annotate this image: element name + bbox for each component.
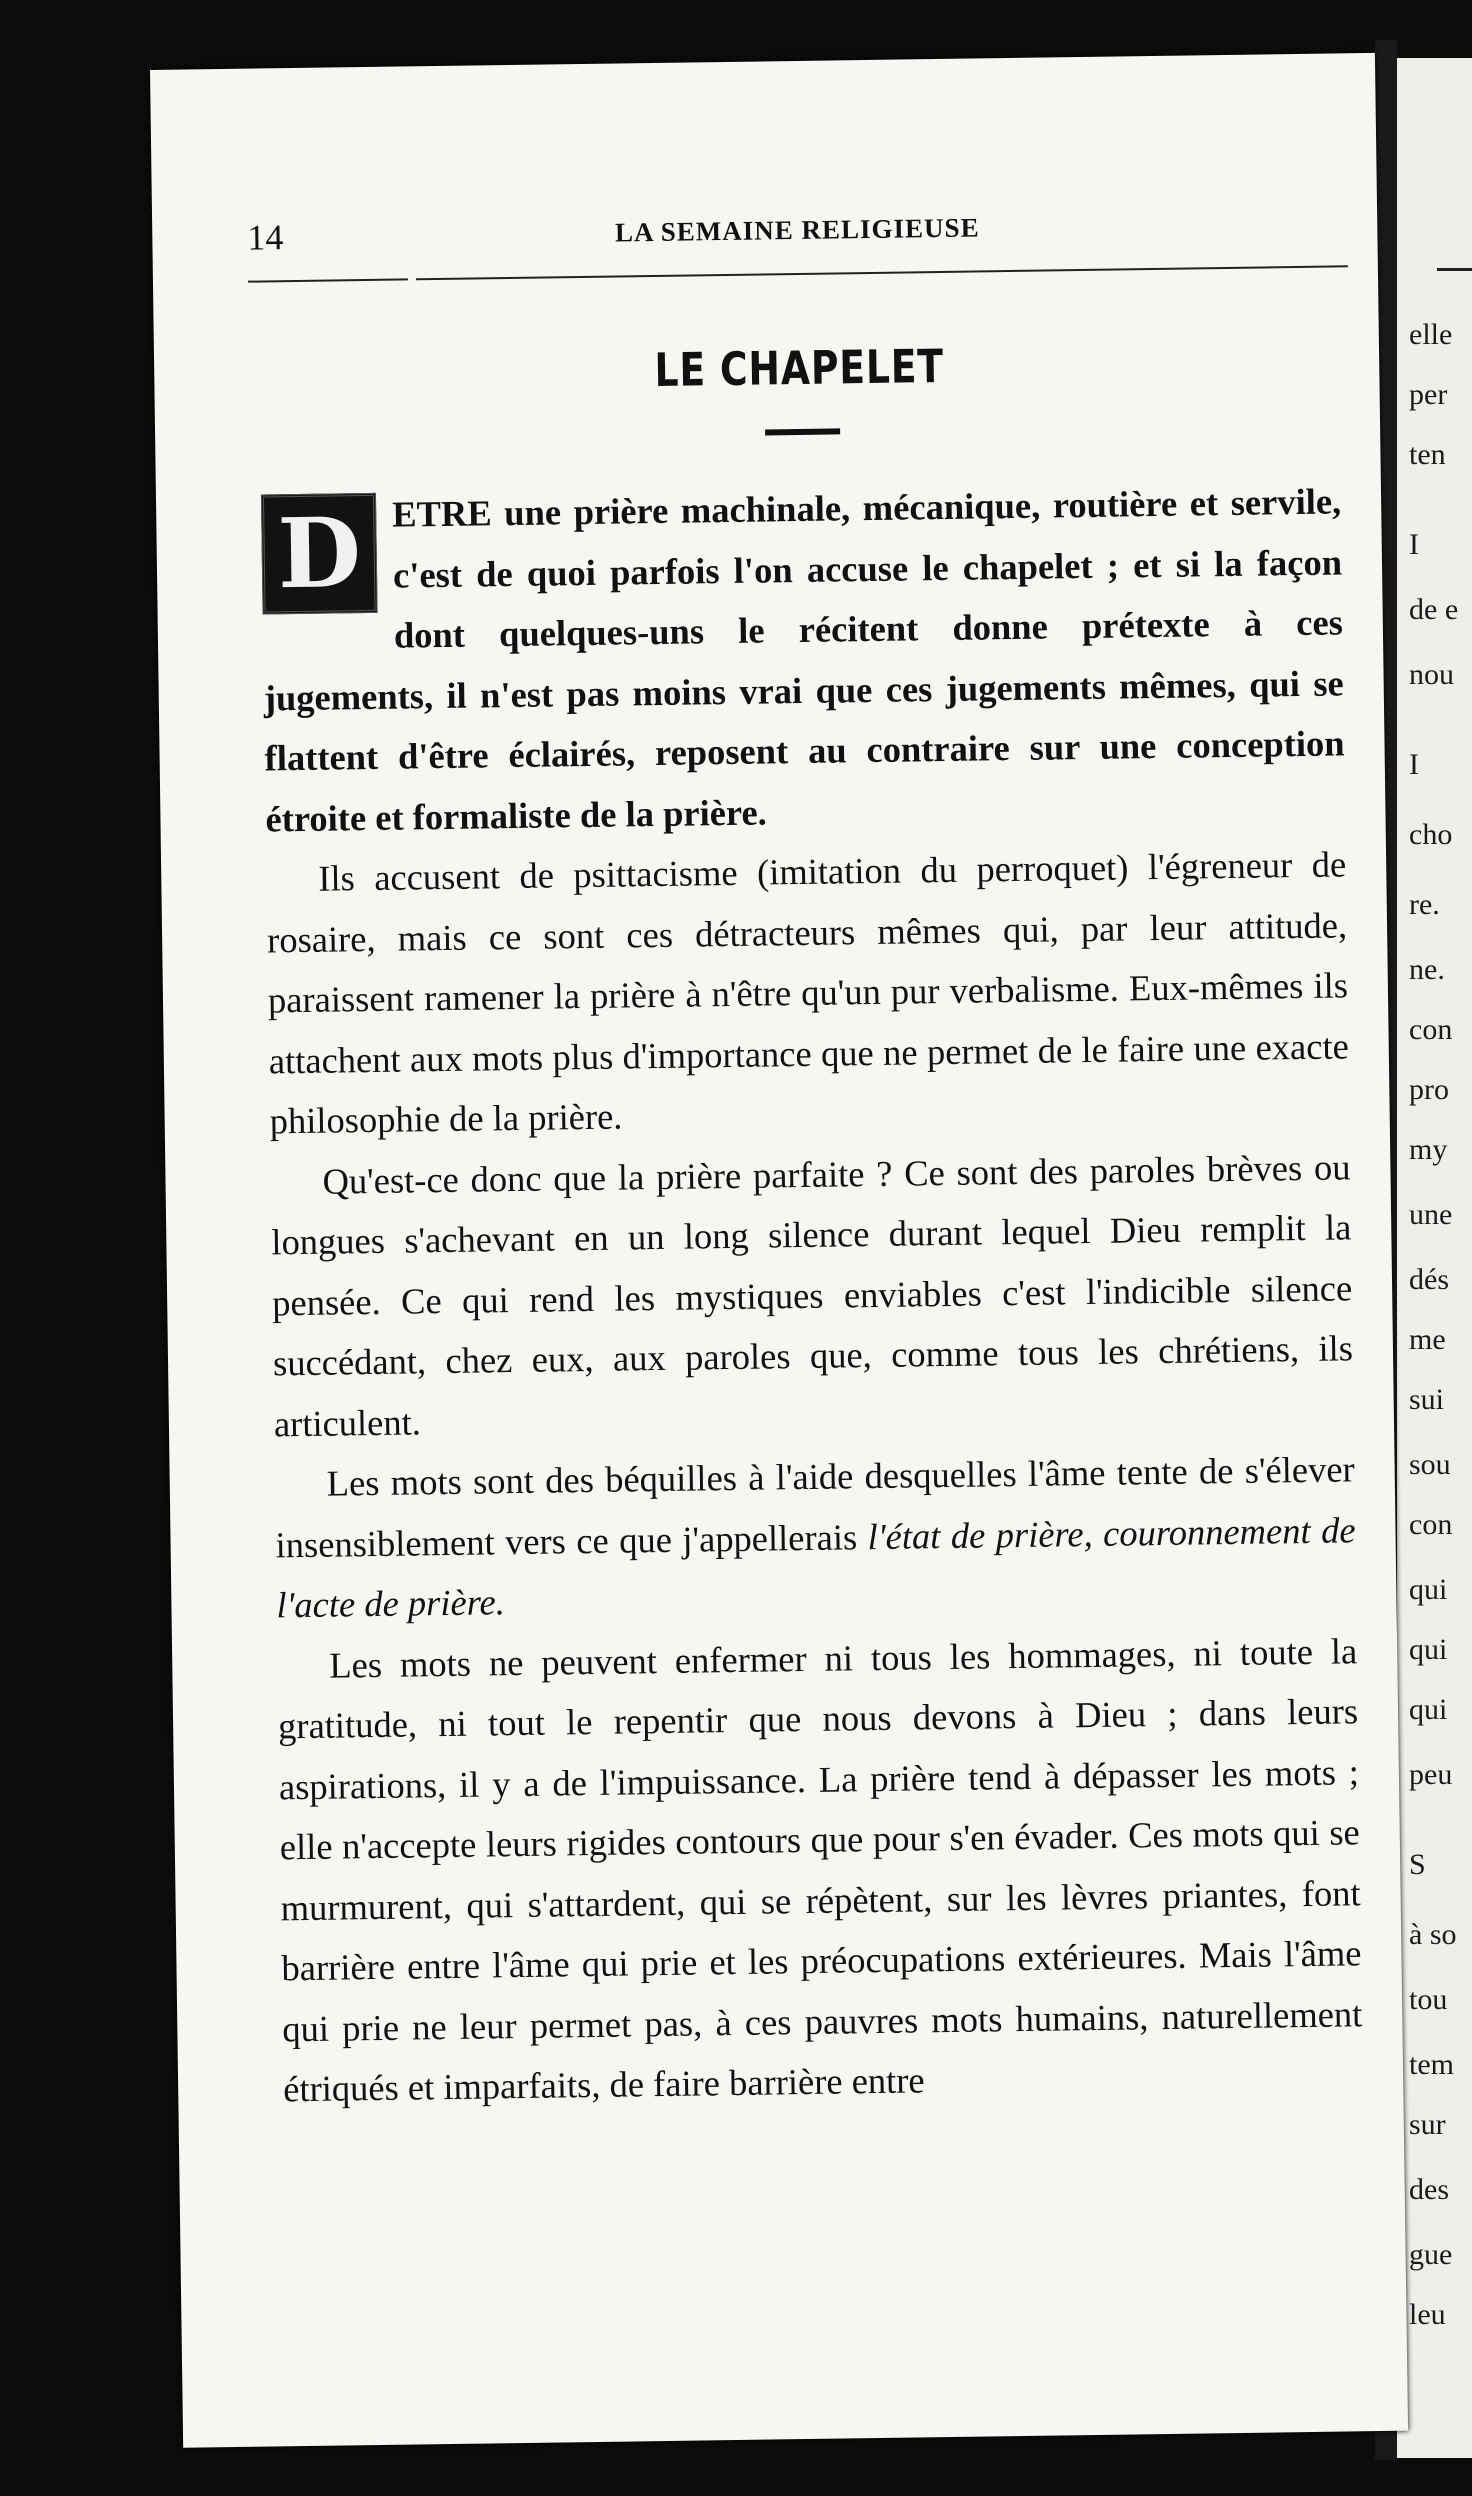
article-body [261,471,1364,2119]
paragraph-5: Les mots ne peuvent enfermer ni tous les hommages, ni toute la gratitude, ni tout le repentir que nous devons à Dieu ; dans leurs aspirations, il y a de l'impuissance. La prière tend à dépasser les mots ; elle n'accepte leurs rigides contours que pour s'en évader. Ces mots qui se murmurent, qui s'attardent, qui se répètent, sur les lèvres priantes, font barrière entre l'âme qui prie et les préocupations extérieures. Mais l'âme qui prie ne leur permet pas, à ces pauvres mots humains, naturellement étriqués et imparfaits, de faire barrière entre [277,1629,1363,2110]
facing-page-fragment: à so [1409,1918,1457,1951]
facing-page-fragment: my [1409,1133,1448,1166]
facing-page-fragment: sur [1409,2108,1446,2141]
paragraph-2: Ils accusent de psittacisme (imitation du perroquet) l'égreneur de rosaire, mais ce sont ces détracteurs mêmes qui, par leur attitude, paraissent ramener la prière à n'être qu'un pur verbalisme. Eux-mêmes ils attachent aux mots plus d'importance que ne permet de le faire une exacte philosophie de la prière. [266,843,1350,1142]
paragraph-4-italic: l'état de prière, couronnement de l'acte de prière. [276,1508,1356,1626]
facing-page-fragment: qui [1409,1633,1448,1666]
facing-page-fragment: sou [1409,1448,1451,1481]
facing-page-fragment: cho [1409,818,1453,851]
facing-page-fragment: leu [1409,2298,1446,2331]
facing-page-fragment: pro [1409,1073,1449,1106]
facing-page-fragment: re. [1409,888,1440,921]
facing-page-fragment: elle [1409,318,1453,351]
facing-page-fragment: des [1409,2173,1449,2206]
facing-page-fragment: dés [1409,1263,1449,1296]
facing-page-fragment: con [1409,1508,1453,1541]
facing-page-fragment: per [1409,378,1448,411]
facing-page-fragment: ten [1409,438,1446,471]
paragraph-4-text: Les mots sont des béquilles à l'aide desquelles l'âme tente de s'élever insensiblement vers ce que j'appellerais [275,1448,1355,1565]
facing-page-fragment: qui [1409,1693,1448,1726]
drop-cap-initial: D [261,493,378,615]
facing-page-fragment: gue [1409,2238,1453,2271]
facing-page-fragment: sui [1409,1383,1445,1416]
scanned-page [150,53,1408,2448]
facing-page-edge [1397,58,1472,2458]
paragraph-3: Qu'est-ce donc que la prière parfaite ? Ce sont des paroles brèves ou longues s'achevant en un long silence durant lequel Dieu remplit la pensée. Ce qui rend les mystiques enviables c'est l'indicible silence succédant, chez eux, aux paroles que, comme tous les chrétiens, ils articulent. [271,1145,1354,1444]
facing-page-fragment: S [1409,1848,1426,1881]
paragraph-4 [274,1439,1356,1636]
facing-page-fragment: qui [1409,1573,1448,1606]
page-header [247,201,1347,256]
paragraph-1-text: ETRE une prière machinale, mécanique, routière et servile, c'est de quoi parfois l'on accuse le chapelet ; et si la façon dont quelques-uns le récitent donne prétexte à ces jugements, il n'est pas moins vrai que ces jugements mêmes, qui se flattent d'être éclairés, reposent au contraire sur une conception étroite et formaliste de la prière. [263,480,1345,839]
facing-page-fragment: une [1409,1198,1453,1231]
running-title: LA SEMAINE RELIGIEUSE [614,212,980,248]
facing-page-fragment: ne. [1409,953,1445,986]
facing-page-fragment: peu [1409,1758,1453,1791]
page-number: 14 [247,217,284,258]
facing-page-fragment: me [1409,1323,1446,1356]
facing-page-fragment: I [1409,748,1419,781]
facing-page-fragment: con [1409,1013,1453,1046]
facing-page-rule [1437,268,1472,271]
header-rule [248,265,1348,282]
title-rule [765,428,840,435]
facing-page-fragment: de e [1409,593,1459,626]
article-title: LE CHAPELET [654,338,945,397]
paragraph-1 [261,471,1346,849]
facing-page-fragment: nou [1409,658,1454,691]
facing-page-fragment: tou [1409,1983,1448,2016]
facing-page-fragment: tem [1409,2048,1454,2081]
facing-page-fragment: I [1409,528,1419,561]
